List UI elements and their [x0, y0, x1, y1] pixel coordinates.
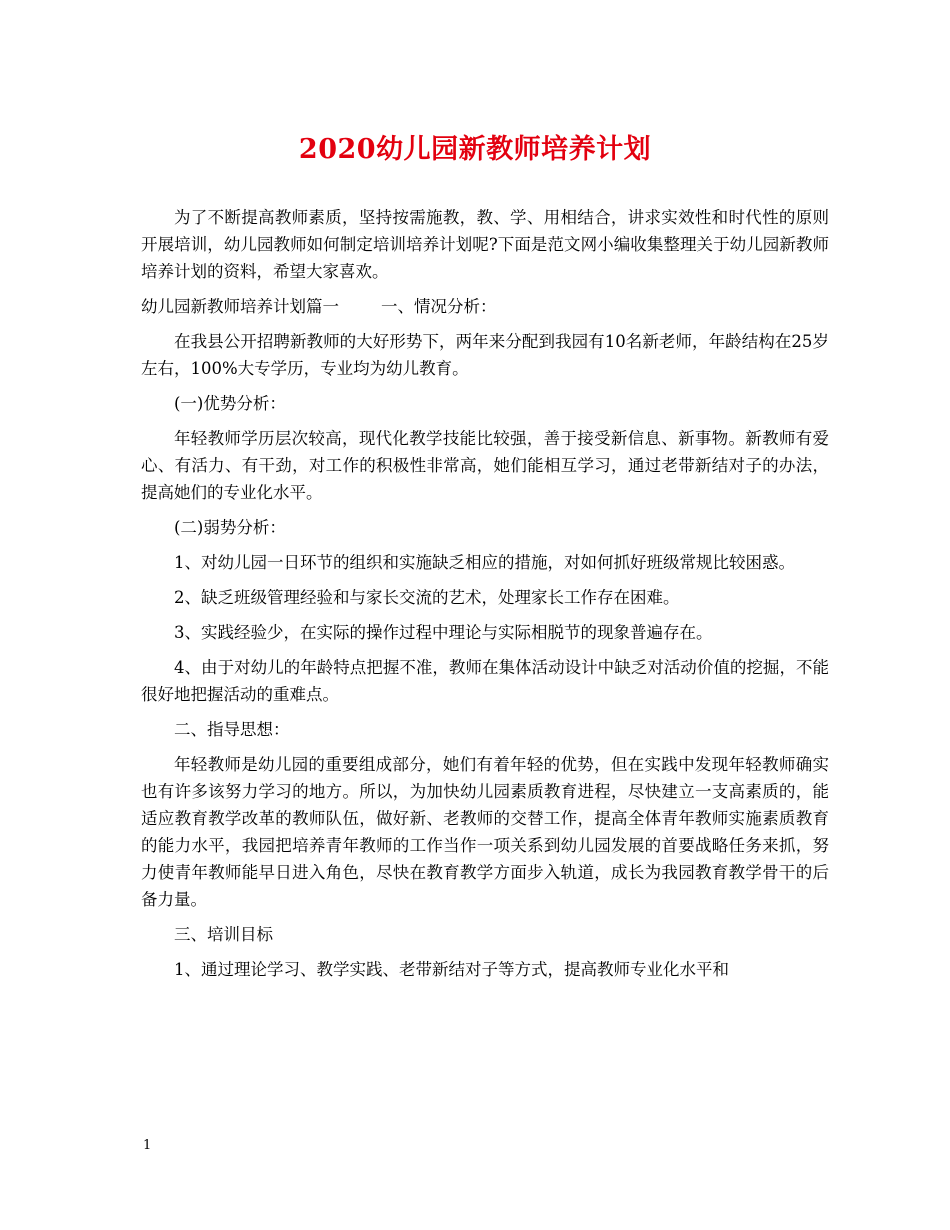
goal-item: 1、通过理论学习、教学实践、老带新结对子等方式，提高教师专业化水平和 [174, 960, 729, 979]
guiding-paragraph: 年轻教师是幼儿园的重要组成部分，她们有着年轻的优势，但在实践中发现年轻教师确实也有许多该努力学习的地方。所以，为加快幼儿园素质教育进程，尽快建立一支高素质的，能适应教育教学改革的教师队伍，做好新、老教师的交替工作，提高全体青年教师实施素质教育的能力水平，我园把培养青年教师的工作当作一项关系到幼儿园发展的首要战略任务来抓，努力使青年教师能早日进入角色，尽快在教育教学方面步入轨道，成长为我园教育教学骨干的后备力量。 [141, 755, 829, 909]
advantage-paragraph: 年轻教师学历层次较高，现代化教学技能比较强，善于接受新信息、新事物。新教师有爱心、有活力、有干劲，对工作的积极性非常高，她们能相互学习，通过老带新结对子的办法，提高她们的专业化水平。 [141, 429, 829, 502]
advantage-heading: (一)优势分析： [174, 394, 286, 413]
weakness-item: 1、对幼儿园一日环节的组织和实施缺乏相应的措施，对如何抓好班级常规比较困惑。 [174, 553, 795, 572]
page-number: 1 [143, 1138, 152, 1153]
weakness-item: 3、实践经验少，在实际的操作过程中理论与实际相脱节的现象普遍存在。 [174, 623, 713, 642]
situation-heading: 一、情况分析： [381, 297, 497, 316]
intro-paragraph: 为了不断提高教师素质，坚持按需施教，教、学、用相结合，讲求实效性和时代性的原则开展培训，幼儿园教师如何制定培训培养计划呢?下面是范文网小编收集整理关于幼儿园新教师培养计划的资料，希望大家喜欢。 [141, 208, 829, 281]
weakness-item: 4、由于对幼儿的年龄特点把握不准，教师在集体活动设计中缺乏对活动价值的挖掘，不能很好地把握活动的重难点。 [141, 658, 829, 704]
document-body [141, 204, 829, 991]
document-title: 2020幼儿园新教师培养计划 [298, 134, 652, 165]
section-heading-line [141, 293, 829, 320]
weakness-item: 2、缺乏班级管理经验和与家长交流的艺术，处理家长工作存在困难。 [174, 588, 680, 607]
goal-heading: 三、培训目标 [174, 925, 273, 944]
guiding-heading: 二、指导思想： [174, 720, 290, 739]
weakness-heading: (二)弱势分析： [174, 518, 286, 537]
section-name: 幼儿园新教师培养计划篇一 [141, 297, 339, 316]
situation-paragraph: 在我县公开招聘新教师的大好形势下，两年来分配到我园有10名新老师，年龄结构在25岁左右，100%大专学历，专业均为幼儿教育。 [141, 332, 829, 378]
